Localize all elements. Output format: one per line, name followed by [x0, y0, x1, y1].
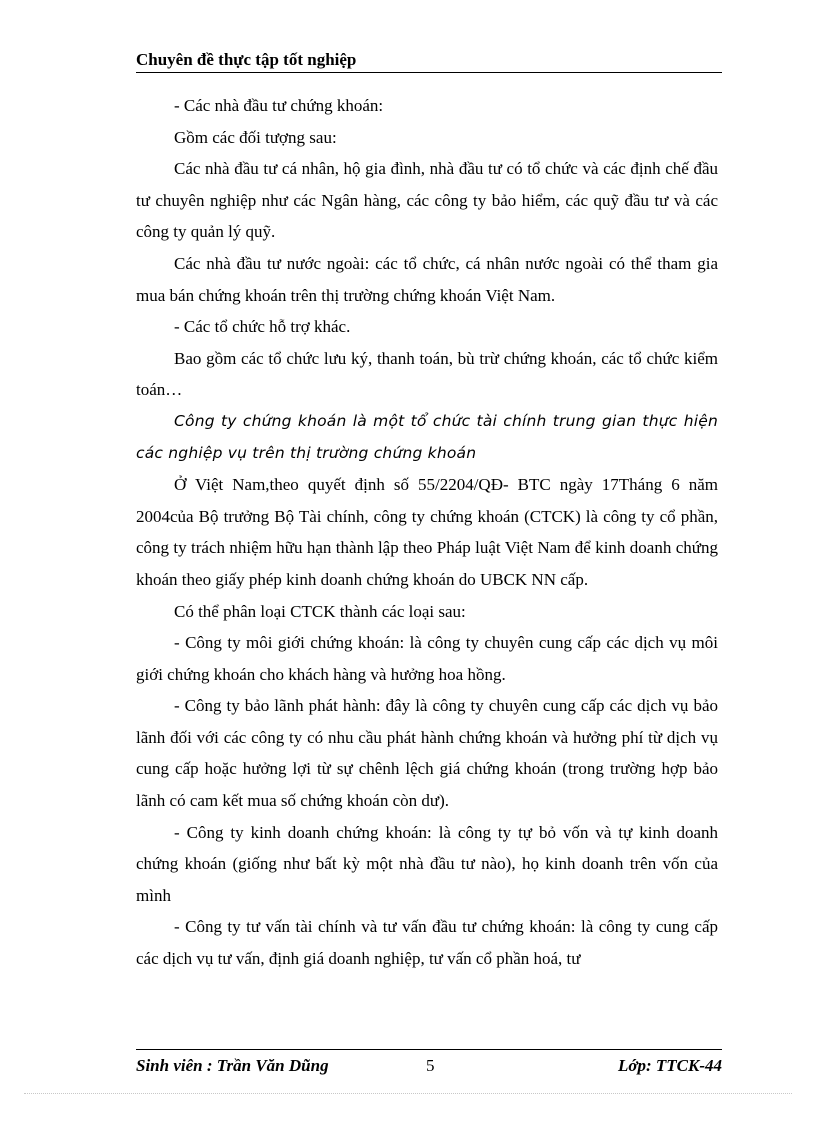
- paragraph-foreign-investors: Các nhà đầu tư nước ngoài: các tổ chức, cá nhân nước ngoài có thể tham gia mua bán chứng khoán trên thị trường chứng khoán Việt Nam.: [136, 253, 718, 305]
- paragraph-support-orgs-heading: - Các tổ chức hỗ trợ khác.: [174, 317, 351, 337]
- document-body: [136, 90, 718, 975]
- paragraph-classification-intro: Có thể phân loại CTCK thành các loại sau:: [174, 601, 466, 621]
- paragraph-support-orgs: Bao gồm các tổ chức lưu ký, thanh toán, bù trừ chứng khoán, các tổ chức kiểm toán…: [136, 348, 718, 400]
- paragraph-investors-heading: - Các nhà đầu tư chứng khoán:: [174, 96, 384, 115]
- paragraph-domestic-investors: Các nhà đầu tư cá nhân, hộ gia đình, nhà đầu tư có tổ chức và các định chế đầu tư chuyên nghiệp như các Ngân hàng, các công ty bảo hiểm, các quỹ đầu tư và các công ty quản lý quỹ.: [136, 159, 718, 242]
- paragraph-vietnam-regulation: Ở Việt Nam,theo quyết định số 55/2204/QĐ- BTC ngày 17Tháng 6 năm 2004của Bộ trưởng Bộ Tài chính, công ty chứng khoán (CTCK) là công ty cổ phần, công ty trách nhiệm hữu hạn thành lập theo Pháp luật Việt Nam để kinh doanh chứng khoán theo giấy phép kinh doanh chứng khoán do UBCK NN cấp.: [136, 475, 718, 589]
- paragraph-investor-groups-intro: Gồm các đối tượng sau:: [174, 127, 337, 147]
- paragraph-ctck-definition: Công ty chứng khoán là một tổ chức tài chính trung gian thực hiện các nghiệp vụ trên thị trường chứng khoán: [136, 411, 718, 462]
- paragraph-advisory-company: - Công ty tư vấn tài chính và tư vấn đầu tư chứng khoán: là công ty cung cấp các dịch vụ tư vấn, định giá doanh nghiệp, tư vấn cổ phần hoá, tư: [136, 917, 718, 969]
- header-title: Chuyên đề thực tập tốt nghiệp: [136, 50, 357, 69]
- page-bottom-edge: [24, 1093, 792, 1094]
- paragraph-dealing-company: - Công ty kinh doanh chứng khoán: là công ty tự bỏ vốn và tự kinh doanh chứng khoán (giống như bất kỳ một nhà đầu tư nào), họ kinh doanh trên vốn của mình: [136, 822, 718, 905]
- page-header: [136, 48, 722, 73]
- paragraph-underwriting-company: - Công ty bảo lãnh phát hành: đây là công ty chuyên cung cấp các dịch vụ bảo lãnh đối với các công ty có nhu cầu phát hành chứng khoán và hưởng phí từ dịch vụ cung cấp hoặc hưởng lợi từ sự chênh lệch giá chứng khoán (trong trường hợp bảo lãnh có cam kết mua số chứng khoán còn dư).: [136, 696, 718, 811]
- page-footer: [136, 1049, 722, 1080]
- footer-page-number: 5: [426, 1056, 435, 1075]
- paragraph-brokerage-company: - Công ty môi giới chứng khoán: là công ty chuyên cung cấp các dịch vụ môi giới chứng khoán cho khách hàng và hưởng hoa hồng.: [136, 633, 718, 684]
- footer-student-name: Sinh viên : Trần Văn Dũng: [136, 1056, 329, 1075]
- footer-class-label: Lớp: TTCK-44: [617, 1056, 722, 1075]
